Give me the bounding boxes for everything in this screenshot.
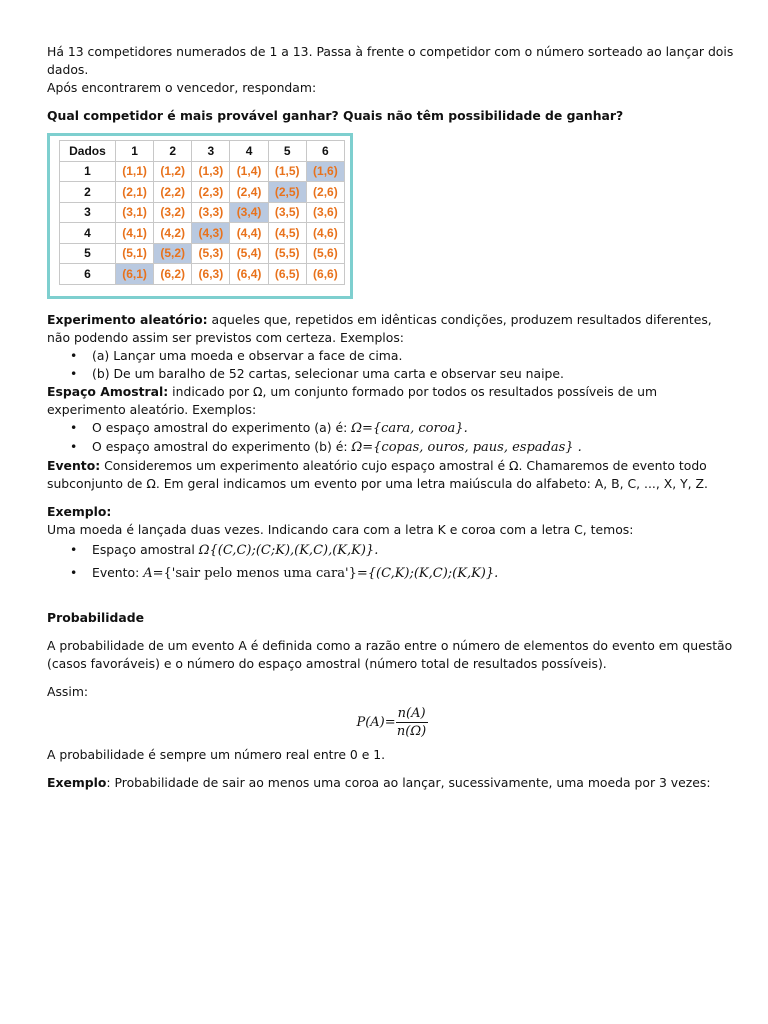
dice-outcome-cell: (5,3) [192, 243, 230, 264]
experimento-definition [47, 311, 737, 347]
list-item [47, 562, 737, 585]
dice-outcome-cell: (6,1) [115, 264, 153, 285]
dice-outcome-cell: (1,3) [192, 161, 230, 182]
dice-outcome-cell: (5,1) [115, 243, 153, 264]
dice-outcome-cell: (2,4) [230, 182, 268, 203]
exemplo-1-item-2-formula-b: {'sair pelo menos uma cara'} [163, 566, 357, 581]
dice-outcome-cell: (5,2) [154, 243, 192, 264]
dice-outcome-cell: (6,4) [230, 264, 268, 285]
evento-text: Consideremos um experimento aleatório cujo espaço amostral é Ω. Chamaremos de evento todo subconjunto de Ω. Em geral indicamos um evento por uma letra maiúscula do alfabeto: A, B, C, ..., X, Y, Z. [47, 458, 708, 491]
espaco-item-a-text: O espaço amostral do experimento (a) é: [92, 420, 352, 435]
exemplo-1-item-1-formula: Ω{(C,C);(C;K),(K,C),(K,K)}. [198, 543, 379, 558]
probabilidade-assim: Assim: [47, 684, 89, 699]
list-item: • (b) De um baralho de 52 cartas, selecionar uma carta e observar seu naipe. [47, 365, 737, 383]
dice-outcomes-table [59, 140, 345, 285]
exemplo-1-list [47, 539, 737, 585]
dice-outcome-cell: (2,1) [115, 182, 153, 203]
probabilidade-exemplo-term: Exemplo [47, 775, 107, 790]
espaco-text: indicado por Ω, um conjunto formado por todos os resultados possíveis de um experimento aleatório. Exemplos: [47, 384, 658, 417]
dice-table-header-row [60, 141, 345, 162]
dice-outcome-cell: (4,2) [154, 223, 192, 244]
dice-row-header: 3 [60, 202, 116, 223]
espaco-term: Espaço Amostral: [47, 384, 169, 399]
table-row [60, 202, 345, 223]
dice-outcome-cell: (2,2) [154, 182, 192, 203]
exemplo-1-term: Exemplo: [47, 504, 112, 519]
list-item [47, 438, 737, 457]
document-content [47, 43, 737, 792]
experimento-examples-list [47, 347, 737, 383]
table-row [60, 182, 345, 203]
espaco-definition [47, 383, 737, 419]
probabilidade-text: A probabilidade de um evento A é definida como a razão entre o número de elementos do evento em questão (casos favoráveis) e o número do espaço amostral (número total de resultados possíveis). [47, 638, 733, 671]
dice-outcome-cell: (1,6) [306, 161, 344, 182]
question-text [47, 107, 737, 125]
espaco-item-b-text: O espaço amostral do experimento (b) é: [92, 439, 352, 454]
evento-term: Evento: [47, 458, 101, 473]
probability-formula [47, 705, 737, 740]
dice-outcome-cell: (6,3) [192, 264, 230, 285]
dice-column-header: 6 [306, 141, 344, 162]
list-item: • (a) Lançar uma moeda e observar a face de cima. [47, 347, 737, 365]
list-item [47, 539, 737, 562]
question-bold: Qual competidor é mais provável ganhar? Quais não têm possibilidade de ganhar? [47, 108, 624, 123]
table-row [60, 264, 345, 285]
dice-outcome-cell: (4,4) [230, 223, 268, 244]
dice-outcome-cell: (6,5) [268, 264, 306, 285]
table-row [60, 161, 345, 182]
dice-outcome-cell: (2,6) [306, 182, 344, 203]
table-row [60, 243, 345, 264]
formula-numerator: n(A) [397, 706, 426, 721]
list-item [47, 419, 737, 438]
dice-row-header: 2 [60, 182, 116, 203]
experimento-text: aqueles que, repetidos em idênticas condições, produzem resultados diferentes, não podendo assim ser previstos com certeza. Exemplos: [47, 312, 712, 345]
dice-outcome-cell: (3,6) [306, 202, 344, 223]
dice-outcome-cell: (2,5) [268, 182, 306, 203]
probabilidade-title [47, 609, 737, 627]
dice-outcome-cell: (3,4) [230, 202, 268, 223]
dice-column-header: 3 [192, 141, 230, 162]
dice-column-header: 2 [154, 141, 192, 162]
dice-outcome-cell: (3,3) [192, 202, 230, 223]
formula-denominator: n(Ω) [396, 724, 427, 739]
dice-outcome-cell: (1,5) [268, 161, 306, 182]
dice-table-frame [47, 133, 353, 299]
exemplo-1-item-2-text: Evento: [92, 565, 144, 580]
intro-line-1: Há 13 competidores numerados de 1 a 13. Passa à frente o competidor com o número sorteado ao lançar dois dados. [47, 44, 734, 77]
probabilidade-title-bold: Probabilidade [47, 610, 145, 625]
formula-fraction [396, 705, 428, 740]
exemplo-1-heading [47, 503, 737, 521]
dice-outcome-cell: (1,2) [154, 161, 192, 182]
dice-column-header: 4 [230, 141, 268, 162]
dice-outcome-cell: (5,4) [230, 243, 268, 264]
dice-outcome-cell: (5,5) [268, 243, 306, 264]
dice-outcome-cell: (3,5) [268, 202, 306, 223]
espaco-examples-list [47, 419, 737, 457]
espaco-item-a-formula: Ω={cara, coroa}. [351, 421, 468, 436]
dice-outcome-cell: (4,6) [306, 223, 344, 244]
dice-row-header: 1 [60, 161, 116, 182]
probabilidade-note: A probabilidade é sempre um número real entre 0 e 1. [47, 747, 386, 762]
dice-outcome-cell: (6,6) [306, 264, 344, 285]
dice-outcome-cell: (4,3) [192, 223, 230, 244]
dice-column-header: 1 [115, 141, 153, 162]
exemplo-1-text: Uma moeda é lançada duas vezes. Indicando cara com a letra K e coroa com a letra C, temos: [47, 522, 634, 537]
exemplo-1-item-1-text: Espaço amostral [92, 542, 199, 557]
dice-column-header: 5 [268, 141, 306, 162]
dice-row-header: 4 [60, 223, 116, 244]
evento-definition [47, 457, 737, 493]
dice-outcome-cell: (3,1) [115, 202, 153, 223]
dice-outcome-cell: (5,6) [306, 243, 344, 264]
formula-lhs: P(A)= [356, 715, 396, 730]
experimento-term: Experimento aleatório: [47, 312, 208, 327]
dice-row-header: 5 [60, 243, 116, 264]
dice-outcome-cell: (3,2) [154, 202, 192, 223]
dice-outcome-cell: (4,5) [268, 223, 306, 244]
espaco-item-b-formula: Ω={copas, ouros, paus, espadas} . [351, 440, 582, 455]
probabilidade-exemplo [47, 774, 737, 792]
dice-outcome-cell: (6,2) [154, 264, 192, 285]
dice-outcome-cell: (2,3) [192, 182, 230, 203]
intro-line-2: Após encontrarem o vencedor, respondam: [47, 80, 317, 95]
exemplo-1-item-2-formula-c: ={(C,K);(K,C);(K,K)}. [356, 566, 499, 581]
dice-outcome-cell: (1,1) [115, 161, 153, 182]
exemplo-1-item-2-formula-a: A= [143, 566, 164, 581]
probabilidade-exemplo-text: : Probabilidade de sair ao menos uma coroa ao lançar, sucessivamente, uma moeda por 3 vezes: [106, 775, 711, 790]
dice-outcome-cell: (1,4) [230, 161, 268, 182]
dice-outcome-cell: (4,1) [115, 223, 153, 244]
dice-row-header: 6 [60, 264, 116, 285]
dice-table-corner: Dados [60, 141, 116, 162]
table-row [60, 223, 345, 244]
